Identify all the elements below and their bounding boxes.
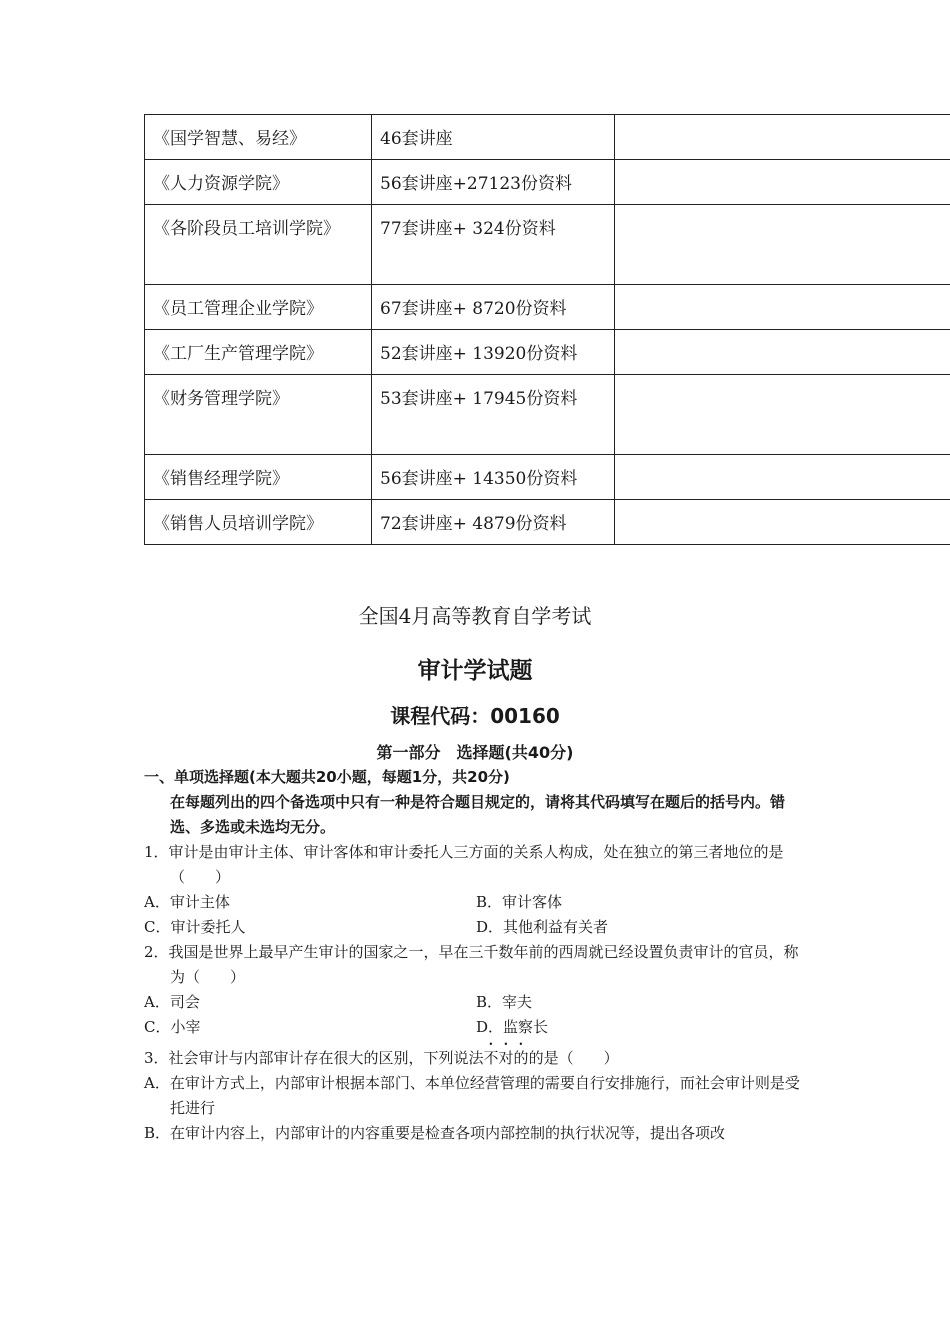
- table-cell: [615, 375, 950, 455]
- table-cell: [615, 285, 950, 330]
- table-cell: 《工厂生产管理学院》: [145, 330, 372, 375]
- table-cell: [615, 500, 950, 545]
- table-cell: 《人力资源学院》: [145, 160, 372, 205]
- table-cell: 72套讲座+ 4879份资料: [372, 500, 615, 545]
- table-cell: 56套讲座+ 14350份资料: [372, 455, 615, 500]
- option-b: B．审计客体: [476, 893, 563, 911]
- question-1: 1．审计是由审计主体、审计客体和审计委托人三方面的关系人构成，处在独立的第三者地位的是（ ）: [144, 843, 784, 886]
- part-heading: 第一部分 选择题(共40分): [376, 743, 574, 762]
- course-code: 课程代码：00160: [390, 704, 560, 728]
- option-a: A．审计主体: [144, 893, 230, 911]
- options-row: [144, 990, 808, 1015]
- table-cell: [615, 205, 950, 285]
- table-cell: 46套讲座: [372, 115, 615, 160]
- option-c: C．审计委托人: [144, 918, 246, 936]
- question-block: [144, 765, 808, 1146]
- question-3-prefix: 3．社会审计与内部审计存在很大的区别，下列说法: [144, 1049, 484, 1067]
- emphasis-text: 不对的: [483, 1049, 529, 1067]
- option-b: B．宰夫: [476, 993, 533, 1011]
- options-row: [144, 915, 808, 940]
- exam-title: 全国4月高等教育自学考试: [358, 604, 592, 628]
- table-row: [145, 455, 950, 500]
- table-cell: 53套讲座+ 17945份资料: [372, 375, 615, 455]
- table-cell: [615, 330, 950, 375]
- table-cell: [615, 160, 950, 205]
- table-cell: 《员工管理企业学院》: [145, 285, 372, 330]
- table-row: [145, 115, 950, 160]
- question-3: [144, 1040, 808, 1071]
- table-row: [145, 285, 950, 330]
- section-instruction: 在每题列出的四个备选项中只有一种是符合题目规定的，请将其代码填写在题后的括号内。错选、多选或未选均无分。: [170, 793, 786, 836]
- options-row: [144, 890, 808, 915]
- table-cell: [615, 115, 950, 160]
- table-cell: 67套讲座+ 8720份资料: [372, 285, 615, 330]
- table-row: [145, 500, 950, 545]
- option-a: A．在审计方式上，内部审计根据本部门、本单位经营管理的需要自行安排施行，而社会审计则是受托进行: [144, 1074, 800, 1117]
- table-cell: 《销售人员培训学院》: [145, 500, 372, 545]
- table-row: [145, 160, 950, 205]
- option-d: D．其他利益有关者: [476, 918, 609, 936]
- option-b: B．在审计内容上，内部审计的内容重要是检查各项内部控制的执行状况等，提出各项改: [144, 1124, 726, 1142]
- section-heading: 一、单项选择题(本大题共20小题，每题1分，共20分): [144, 768, 510, 786]
- options-row: [144, 1015, 808, 1040]
- table-cell: 《国学智慧、易经》: [145, 115, 372, 160]
- table-row: [145, 330, 950, 375]
- question-2: 2．我国是世界上最早产生审计的国家之一，早在三千数年前的西周就已经设置负责审计的官员，称为（ ）: [144, 943, 799, 986]
- table-cell: 77套讲座+ 324份资料: [372, 205, 615, 285]
- table-cell: 《各阶段员工培训学院》: [145, 205, 372, 285]
- exam-subject: 审计学试题: [417, 658, 533, 684]
- option-c: C．小宰: [144, 1018, 201, 1036]
- resource-table: [144, 114, 950, 545]
- table-cell: 52套讲座+ 13920份资料: [372, 330, 615, 375]
- table-row: [145, 375, 950, 455]
- question-3-suffix: 的是（ ）: [528, 1049, 619, 1067]
- table-cell: 56套讲座+27123份资料: [372, 160, 615, 205]
- option-d: D．监察长: [476, 1018, 549, 1036]
- option-a: A．司会: [144, 993, 200, 1011]
- table-cell: 《销售经理学院》: [145, 455, 372, 500]
- table-cell: [615, 455, 950, 500]
- table-row: [145, 205, 950, 285]
- table-cell: 《财务管理学院》: [145, 375, 372, 455]
